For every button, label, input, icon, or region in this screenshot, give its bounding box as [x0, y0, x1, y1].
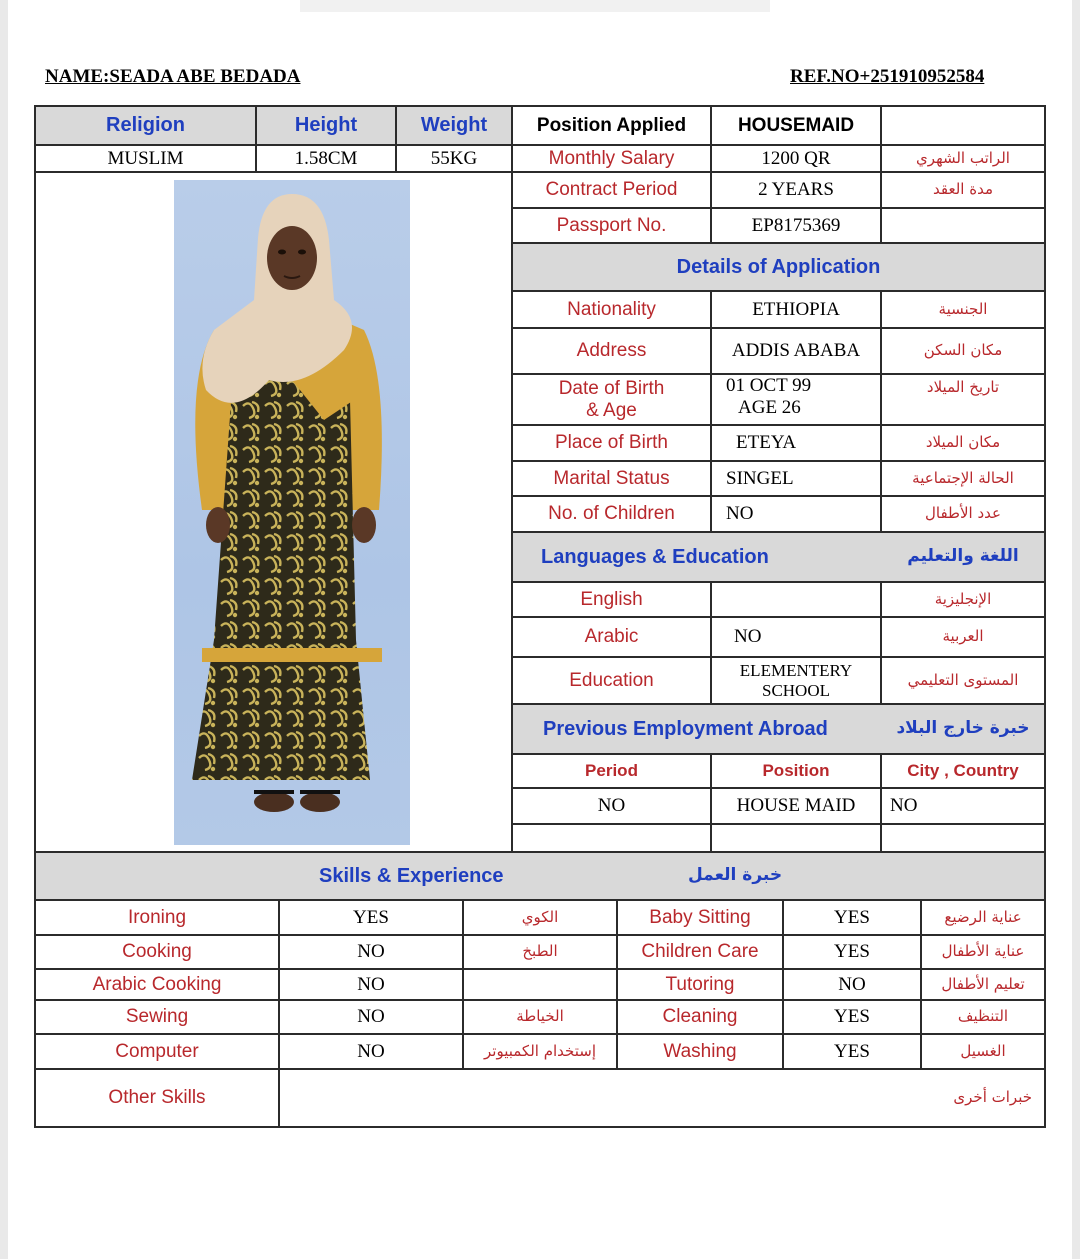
- english-value: [712, 583, 882, 618]
- salary-label: Monthly Salary: [513, 146, 712, 173]
- skill-right-value: YES: [784, 936, 922, 970]
- other-skills-label: Other Skills: [36, 1070, 280, 1128]
- candidate-name: NAME:SEADA ABE BEDADA: [45, 66, 301, 87]
- reference-number: REF.NO+251910952584: [790, 66, 985, 87]
- skill-right-label: Cleaning: [618, 1001, 784, 1035]
- dob-arabic: تاريخ الميلاد: [882, 375, 1046, 426]
- employment-title: Previous Employment Abroad: [513, 705, 882, 755]
- skill-left-arabic: [464, 970, 618, 1001]
- skill-left-arabic: الخياطة: [464, 1001, 618, 1035]
- education-value: [712, 658, 882, 705]
- skill-right-value: YES: [784, 1001, 922, 1035]
- skill-right-arabic: التنظيف: [922, 1001, 1046, 1035]
- passport-arabic: [882, 209, 1046, 244]
- skill-left-label: Ironing: [36, 901, 280, 936]
- skill-left-label: Cooking: [36, 936, 280, 970]
- skill-left-label: Computer: [36, 1035, 280, 1070]
- skill-right-value: YES: [784, 901, 922, 936]
- employment-blank-3: [882, 825, 1046, 853]
- skill-right-label: Washing: [618, 1035, 784, 1070]
- address-arabic: مكان السكن: [882, 329, 1046, 375]
- contract-arabic: مدة العقد: [882, 173, 1046, 209]
- children-arabic: عدد الأطفال: [882, 497, 1046, 533]
- skill-right-arabic: عناية الرضيع: [922, 901, 1046, 936]
- skill-left-arabic: الطبخ: [464, 936, 618, 970]
- skill-left-value: NO: [280, 1035, 464, 1070]
- salary-arabic: الراتب الشهري: [882, 146, 1046, 173]
- address-label: Address: [513, 329, 712, 375]
- position-blank: [882, 107, 1046, 146]
- passport-label: Passport No.: [513, 209, 712, 244]
- address-value: ADDIS ABABA: [712, 329, 882, 375]
- weight-value: 55KG: [397, 146, 513, 173]
- english-arabic: الإنجليزية: [882, 583, 1046, 618]
- children-value: NO: [712, 497, 882, 533]
- religion-label: Religion: [36, 107, 257, 146]
- other-skills-arabic: خبرات أخرى: [953, 1088, 1032, 1107]
- employment-blank-2: [712, 825, 882, 853]
- other-skills-value: [280, 1070, 1046, 1128]
- page-edge-left: [0, 0, 8, 1259]
- position-applied-label: Position Applied: [513, 107, 712, 146]
- skill-right-arabic: عناية الأطفال: [922, 936, 1046, 970]
- education-label: Education: [513, 658, 712, 705]
- dob-label-line2: & Age: [586, 399, 637, 421]
- children-label: No. of Children: [513, 497, 712, 533]
- english-label: English: [513, 583, 712, 618]
- skill-left-label: Sewing: [36, 1001, 280, 1035]
- religion-value: MUSLIM: [36, 146, 257, 173]
- skill-left-value: NO: [280, 936, 464, 970]
- employment-period-value: NO: [513, 789, 712, 825]
- marital-arabic: الحالة الإجتماعية: [882, 462, 1046, 497]
- candidate-photo: [174, 180, 410, 845]
- nationality-label: Nationality: [513, 292, 712, 329]
- dob-value-age: AGE 26: [738, 396, 801, 418]
- skill-right-label: Baby Sitting: [618, 901, 784, 936]
- arabic-label: Arabic: [513, 618, 712, 658]
- nationality-arabic: الجنسية: [882, 292, 1046, 329]
- skills-title-bar: [36, 853, 1046, 901]
- languages-title: Languages & Education: [513, 533, 882, 583]
- scan-smudge: [300, 0, 770, 12]
- education-value-line2: SCHOOL: [761, 680, 830, 700]
- weight-label: Weight: [397, 107, 513, 146]
- passport-value: EP8175369: [712, 209, 882, 244]
- height-value: 1.58CM: [257, 146, 397, 173]
- skill-left-value: NO: [280, 970, 464, 1001]
- arabic-arabic: العربية: [882, 618, 1046, 658]
- skill-left-arabic: الكوي: [464, 901, 618, 936]
- skills-title-arabic: خبرة العمل: [688, 865, 783, 886]
- position-applied-value: HOUSEMAID: [712, 107, 882, 146]
- marital-value: SINGEL: [712, 462, 882, 497]
- employment-position-value: HOUSE MAID: [712, 789, 882, 825]
- skill-left-label: Arabic Cooking: [36, 970, 280, 1001]
- contract-label: Contract Period: [513, 173, 712, 209]
- dob-label-line1: Date of Birth: [558, 377, 665, 399]
- skill-right-label: Tutoring: [618, 970, 784, 1001]
- dob-value: [712, 375, 882, 426]
- skill-left-arabic: إستخدام الكمبيوتر: [464, 1035, 618, 1070]
- employment-col-position: Position: [712, 755, 882, 789]
- skill-right-label: Children Care: [618, 936, 784, 970]
- dob-value-date: 01 OCT 99: [726, 375, 812, 396]
- page-edge-right: [1072, 0, 1080, 1259]
- skill-right-arabic: تعليم الأطفال: [922, 970, 1046, 1001]
- skills-title: Skills & Experience: [319, 864, 504, 887]
- arabic-value: NO: [712, 618, 882, 658]
- employment-title-arabic: خبرة خارج البلاد: [882, 705, 1046, 755]
- nationality-value: ETHIOPIA: [712, 292, 882, 329]
- languages-title-arabic: اللغة والتعليم: [882, 533, 1046, 583]
- marital-label: Marital Status: [513, 462, 712, 497]
- dob-label: [513, 375, 712, 426]
- employment-col-period: Period: [513, 755, 712, 789]
- details-title: Details of Application: [513, 244, 1046, 292]
- skill-left-value: YES: [280, 901, 464, 936]
- education-value-line1: ELEMENTERY: [739, 660, 853, 680]
- height-label: Height: [257, 107, 397, 146]
- skill-right-arabic: الغسيل: [922, 1035, 1046, 1070]
- skill-right-value: YES: [784, 1035, 922, 1070]
- pob-label: Place of Birth: [513, 426, 712, 462]
- pob-value: ETEYA: [712, 426, 882, 462]
- employment-col-city: City , Country: [882, 755, 1046, 789]
- contract-value: 2 YEARS: [712, 173, 882, 209]
- skill-right-value: NO: [784, 970, 922, 1001]
- education-arabic: المستوى التعليمي: [882, 658, 1046, 705]
- salary-value: 1200 QR: [712, 146, 882, 173]
- employment-blank-1: [513, 825, 712, 853]
- employment-country-value: NO: [882, 789, 1046, 825]
- skill-left-value: NO: [280, 1001, 464, 1035]
- pob-arabic: مكان الميلاد: [882, 426, 1046, 462]
